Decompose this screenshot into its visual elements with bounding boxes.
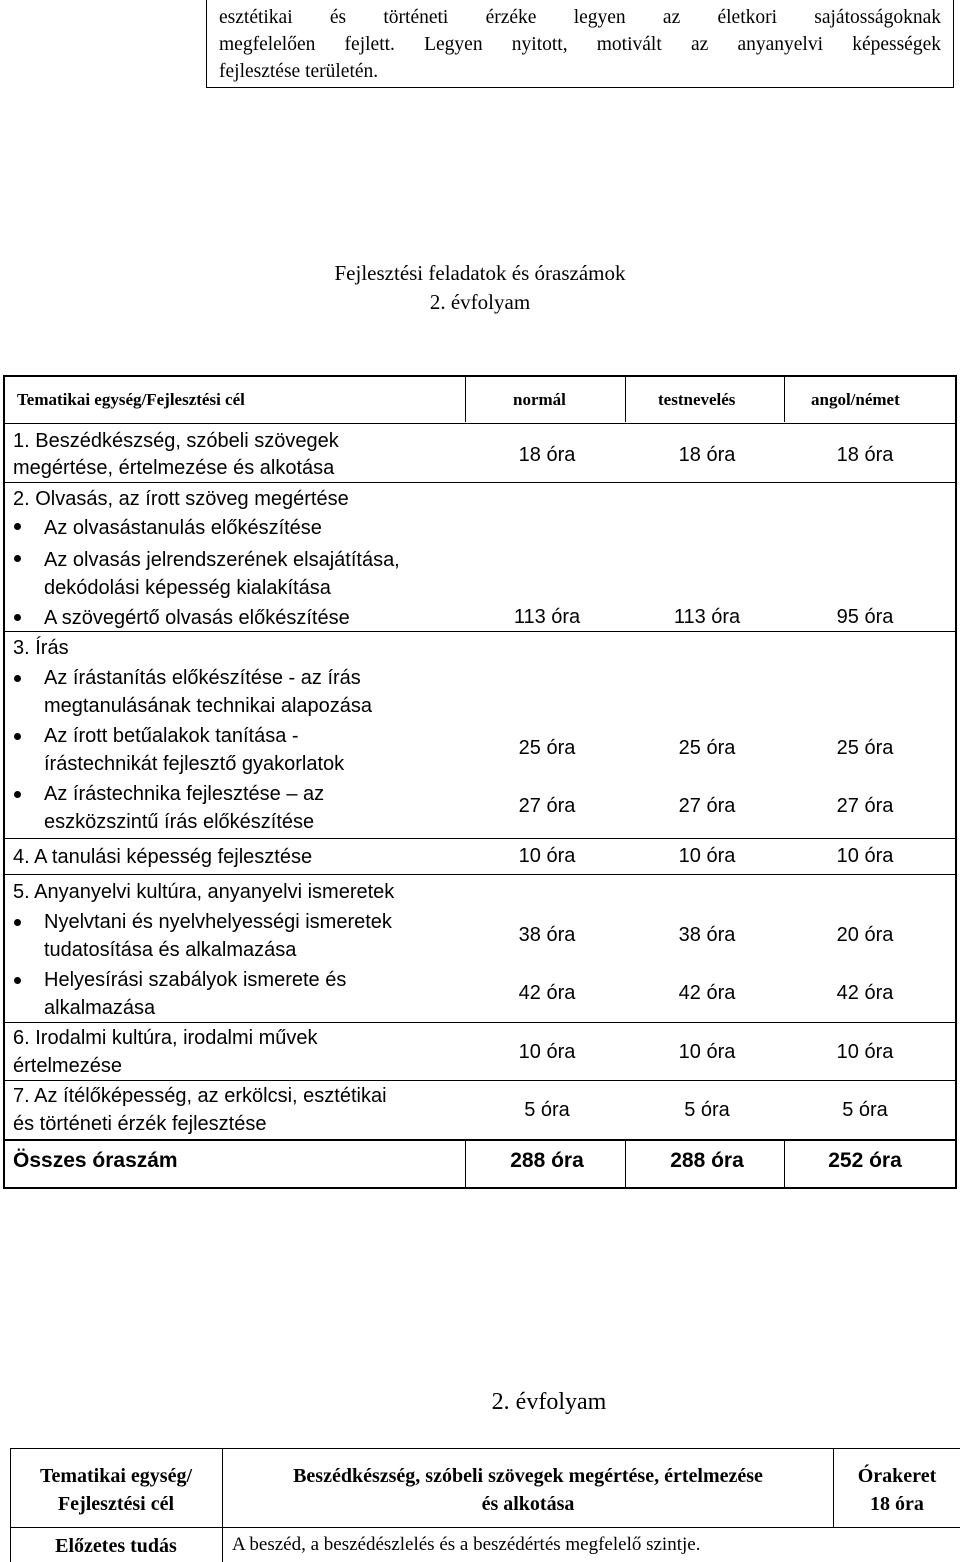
header-col-divider [465,376,466,422]
row3-hours-normal-a: 25 óra [518,737,576,759]
row6-hours-language: 10 óra [836,1041,894,1063]
header-col-divider [784,376,785,422]
intro-line-2: megfelelően fejlett. Legyen nyitott, motivált az anyanyelvi képességek [219,34,941,55]
row4-hours-pe: 10 óra [678,845,736,867]
total-hours-pe: 288 óra [670,1149,744,1172]
bullet [14,675,21,682]
section-title: Fejlesztési feladatok és óraszámok [334,261,626,285]
table-divider [3,874,957,875]
row5-title: 5. Anyanyelvi kultúra, anyanyelvi ismeretek [13,881,395,903]
row3-hours-pe-a: 25 óra [678,737,736,759]
total-hours-language: 252 óra [828,1149,902,1172]
header-col-divider [625,376,626,422]
intro-text-box [206,0,954,88]
header-pe: testnevelés [658,390,736,409]
row1-text-2: megértése, értelmezése és alkotása [13,457,335,479]
row5-item-1a: Nyelvtani és nyelvhelyességi ismeretek [44,911,392,933]
row5-hours-normal-a: 38 óra [518,924,576,946]
total-col-divider [465,1140,466,1187]
row6-text-1: 6. Irodalmi kultúra, irodalmi művek [13,1027,318,1049]
row3-item-1b: megtanulásának technikai alapozása [44,695,372,717]
header-language: angol/német [811,390,900,409]
intro-line-1: esztétikai és történeti érzéke legyen az életkori sajátosságoknak [219,7,941,28]
row3-hours-normal-b: 27 óra [518,795,576,817]
row5-hours-pe-a: 38 óra [678,924,736,946]
row3-item-3a: Az írástechnika fejlesztése – az [44,783,325,805]
row3-item-2b: írástechnikát fejlesztő gyakorlatok [44,753,345,775]
hours-frame-label: Órakeret [857,1465,937,1487]
row4-hours-language: 10 óra [836,845,894,867]
bullet [14,977,21,984]
row4-title: 4. A tanulási képesség fejlesztése [13,846,313,868]
row7-text-2: és történeti érzék fejlesztése [13,1113,267,1135]
topic-row-divider [10,1527,960,1528]
bullet [14,733,21,740]
row5-hours-language-b: 42 óra [836,982,894,1004]
row1-text-1: 1. Beszédkészség, szóbeli szövegek [13,430,339,452]
row1-hours-pe: 18 óra [678,444,736,466]
row2-hours-normal: 113 óra [513,606,581,628]
grade-heading: 2. évfolyam [429,290,531,314]
intro-line-3: fejlesztése területén. [219,61,379,82]
row2-item-2a: Az olvasás jelrendszerének elsajátítása, [44,549,400,571]
total-label: Összes óraszám [13,1149,178,1172]
row2-title: 2. Olvasás, az írott szöveg megértése [13,488,349,510]
prior-knowledge-text: A beszéd, a beszédészlelés és a beszédértés megfelelő szintje. [232,1534,701,1555]
row7-hours-pe: 5 óra [684,1099,730,1121]
topic-title-1: Beszédkészség, szóbeli szövegek megértése, értelmezése [293,1465,763,1487]
header-topic: Tematikai egység/Fejlesztési cél [17,390,245,409]
row2-hours-language: 95 óra [836,606,894,628]
grade-heading-2: 2. évfolyam [491,1389,607,1415]
row6-text-2: értelmezése [13,1055,122,1077]
header-normal: normál [513,390,566,409]
bullet [14,555,21,562]
row7-hours-language: 5 óra [842,1099,888,1121]
row5-hours-normal-b: 42 óra [518,982,576,1004]
row2-item-1: Az olvasástanulás előkészítése [44,517,322,539]
table-divider [3,482,957,483]
prior-knowledge-label: Előzetes tudás [55,1535,177,1557]
total-hours-normal: 288 óra [510,1149,584,1172]
bullet [14,523,21,530]
row6-hours-normal: 10 óra [518,1041,576,1063]
row7-hours-normal: 5 óra [524,1099,570,1121]
row3-item-1a: Az írástanítás előkészítése - az írás [44,667,361,689]
total-col-divider [784,1140,785,1187]
row6-hours-pe: 10 óra [678,1041,736,1063]
table-divider [3,838,957,839]
total-col-divider [625,1140,626,1187]
row2-hours-pe: 113 óra [673,606,741,628]
row3-item-3b: eszközszintű írás előkészítése [44,811,315,833]
row1-hours-language: 18 óra [836,444,894,466]
row3-hours-language-b: 27 óra [836,795,894,817]
bullet [14,614,21,621]
topic-title-2: és alkotása [481,1493,575,1515]
bullet [14,791,21,798]
row3-hours-language-a: 25 óra [836,737,894,759]
row5-item-2b: alkalmazása [44,997,156,1019]
row5-item-2a: Helyesírási szabályok ismerete és [44,969,347,991]
table-divider [3,1080,957,1081]
topic-label-1: Tematikai egység/ [39,1465,193,1487]
row3-title: 3. Írás [13,637,69,659]
row2-item-3: A szövegértő olvasás előkészítése [44,607,350,629]
table-divider [3,1022,957,1023]
row5-hours-pe-b: 42 óra [678,982,736,1004]
row3-item-2a: Az írott betűalakok tanítása - [44,725,299,747]
topic-label-2: Fejlesztési cél [57,1493,175,1515]
hours-frame-value: 18 óra [870,1493,924,1515]
table-divider [3,423,957,424]
row7-text-1: 7. Az ítélőképesség, az erkölcsi, esztétikai [13,1085,387,1107]
bullet [14,919,21,926]
row1-hours-normal: 18 óra [518,444,576,466]
row5-hours-language-a: 20 óra [836,924,894,946]
row3-hours-pe-b: 27 óra [678,795,736,817]
row2-item-2b: dekódolási képesség kialakítása [44,577,331,599]
table-divider [3,1139,957,1141]
row4-hours-normal: 10 óra [518,845,576,867]
row5-item-1b: tudatosítása és alkalmazása [44,939,297,961]
